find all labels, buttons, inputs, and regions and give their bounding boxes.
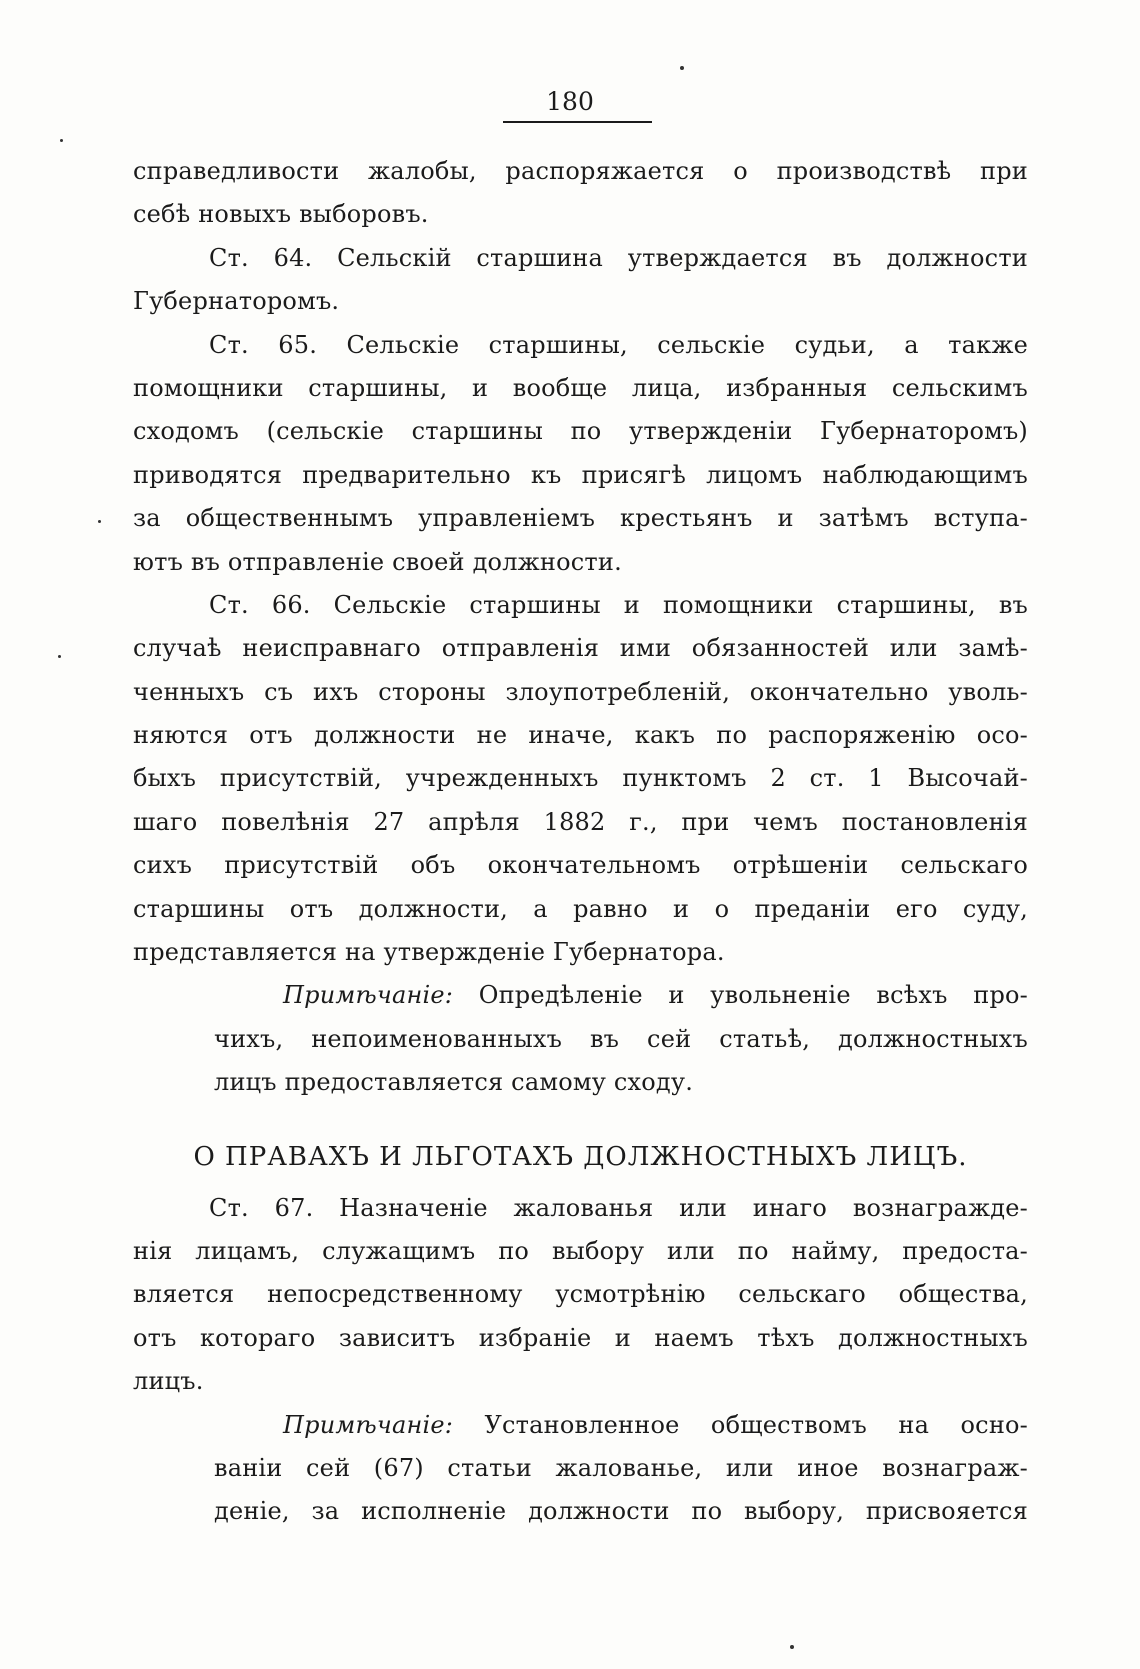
text-line: за общественнымъ управленіемъ крестьянъ и затѣмъ вступа- [133,504,1028,533]
scan-speck [790,1645,794,1649]
note-2-line: ваніи сей (67) статьи жалованье, или иное вознаграж- [214,1453,1028,1482]
note-1-line [133,974,1028,1017]
text-line: няются отъ должности не иначе, какъ по распоряженію осо- [133,721,1028,750]
text-line: справедливости жалобы, распоряжается о производствѣ при [133,157,1028,185]
text-line: сходомъ (сельскіе старшины по утвержденіи Губернаторомъ) [133,417,1028,446]
text-line: старшины отъ должности, а равно и о преданіи его суду, [133,894,1028,923]
text-line: ютъ въ отправленіе своей должности. [133,547,622,576]
article-66: Ст. 66. Сельскіе старшины и помощники старшины, въ [209,590,1028,619]
page-number-rule [503,121,652,123]
section-gap [133,1105,1028,1123]
note-1-line: чихъ, непоименованныхъ въ сей статьѣ, должностныхъ [214,1024,1028,1053]
text-line: представляется на утвержденіе Губернатора. [133,938,725,967]
scan-speck [98,520,101,523]
text-line: случаѣ неисправнаго отправленія ими обязанностей или замѣ- [133,634,1028,663]
body-text [133,150,1028,1534]
note-1-line: лицъ предоставляется самому сходу. [214,1068,694,1097]
note-2-line: деніе, за исполненіе должности по выбору, присвояется [214,1497,1028,1526]
article-67: Ст. 67. Назначеніе жалованья или инаго вознагражде- [209,1193,1028,1222]
article-65: Ст. 65. Сельскіе старшины, сельскіе судьи, а также [209,330,1028,359]
text-line: Губернаторомъ. [133,287,340,316]
text-line: нія лицамъ, служащимъ по выбору или по найму, предоста- [133,1236,1028,1265]
text-line: лицъ. [133,1367,204,1396]
text-line: быхъ присутствій, учрежденныхъ пунктомъ 2 ст. 1 Высочай- [133,764,1028,793]
scan-speck [680,66,684,70]
text-line: сихъ присутствій объ окончательномъ отрѣшеніи сельскаго [133,851,1028,880]
text-line: приводятся предварительно къ присягѣ лицомъ наблюдающимъ [133,460,1028,489]
text-line: себѣ новыхъ выборовъ. [133,200,429,229]
article-64: Ст. 64. Сельскій старшина утверждается въ должности [209,243,1028,272]
note-text: Опредѣленіе и увольненіе всѣхъ про- [478,981,1028,1010]
text-line: вляется непосредственному усмотрѣнію сельскаго общества, [133,1280,1028,1309]
text-line: ченныхъ съ ихъ стороны злоупотребленій, окончательно уволь- [133,677,1028,706]
scan-speck [58,655,61,658]
note-text: Установленное обществомъ на осно- [484,1410,1028,1439]
note-label: Примѣчаніе: [283,981,454,1010]
scan-speck [60,139,63,142]
section-heading: О ПРАВАХЪ И ЛЬГОТАХЪ ДОЛЖНОСТНЫХЪ ЛИЦЪ. [193,1141,968,1172]
text-line: помощники старшины, и вообще лица, избранныя сельскимъ [133,373,1028,402]
text-line: отъ котораго зависитъ избраніе и наемъ тѣхъ должностныхъ [133,1323,1028,1352]
page-number: 180 [546,87,594,116]
text-line: шаго повелѣнія 27 апрѣля 1882 г., при чемъ постановленія [133,807,1028,836]
note-2-line [133,1404,1028,1447]
note-label: Примѣчаніе: [283,1410,454,1439]
